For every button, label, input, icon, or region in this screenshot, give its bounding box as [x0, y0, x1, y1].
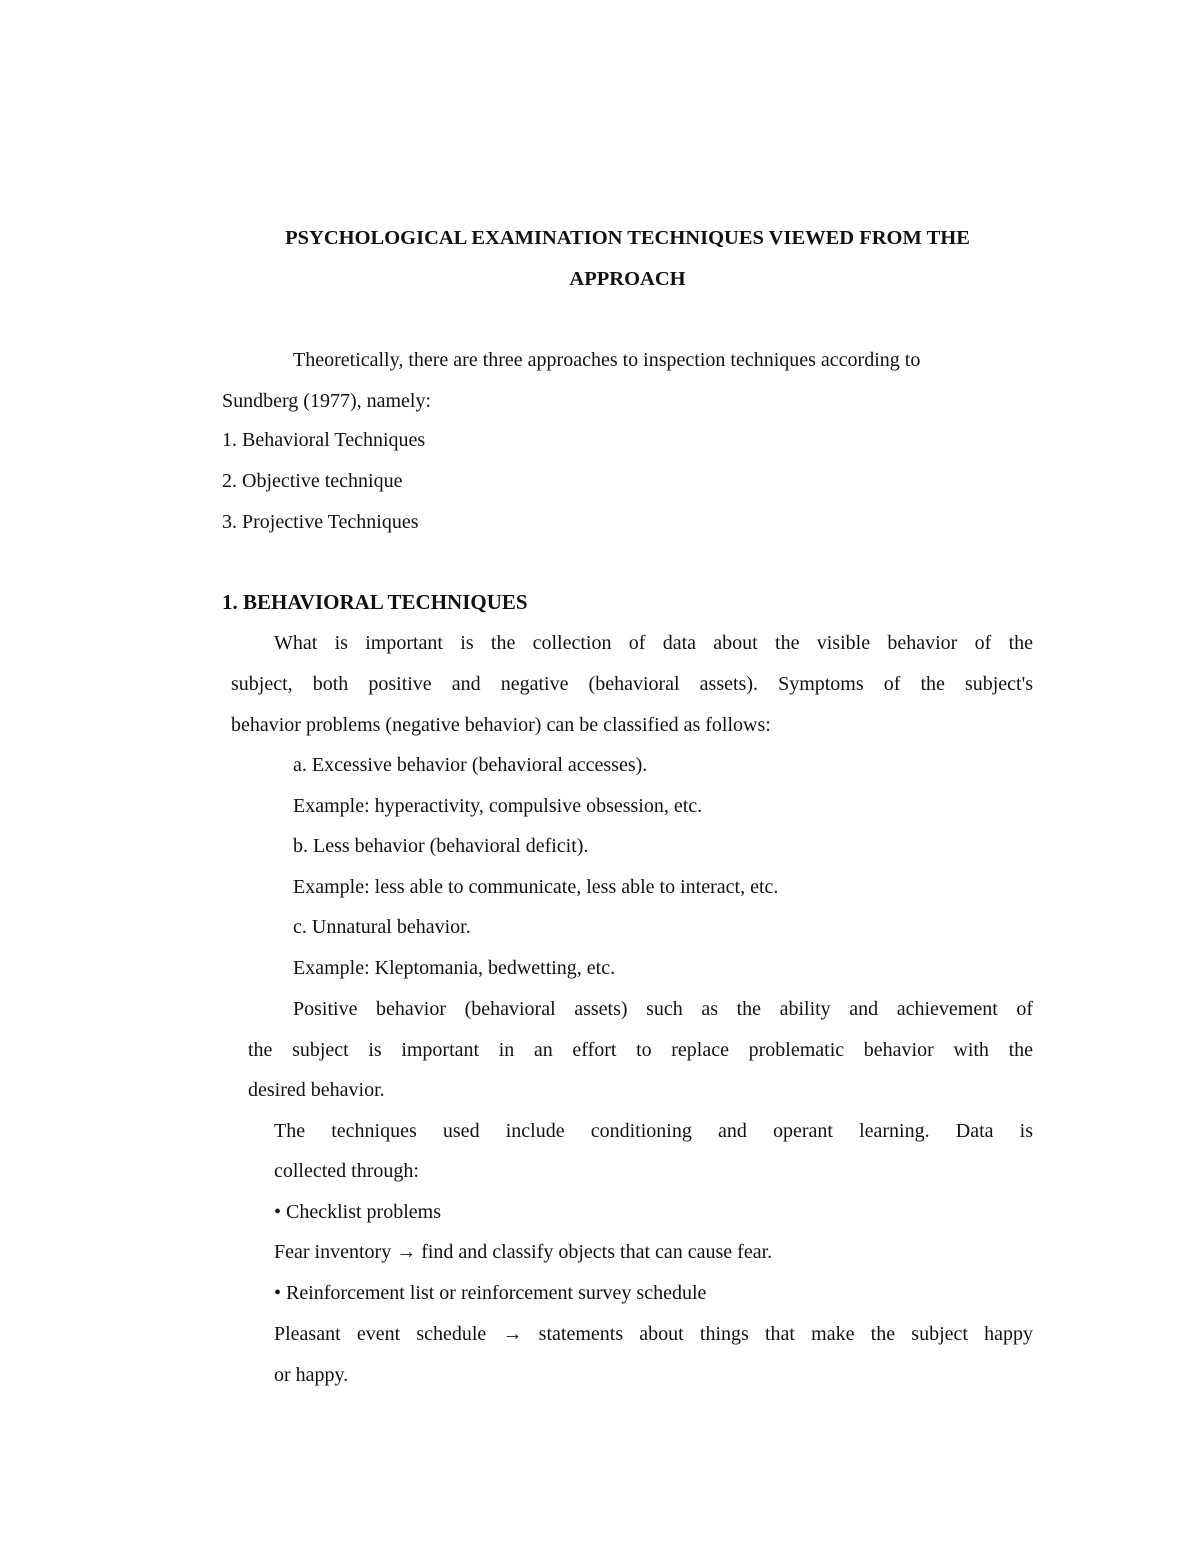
list-item-unnatural: c. Unnatural behavior.	[293, 916, 471, 938]
paragraph-2-line-2: the subject is important in an effort to replace problematic behavior with the	[248, 1039, 1033, 1061]
paragraph-2-line-3: desired behavior.	[248, 1079, 385, 1101]
pleasant-event-line-1: Pleasant event schedule → statements about things that make the subject happy	[274, 1323, 1033, 1345]
paragraph-2-line-1: Positive behavior (behavioral assets) such as the ability and achievement of	[293, 998, 1033, 1020]
intro-line-2: Sundberg (1977), namely:	[222, 390, 432, 412]
list-item-excessive: a. Excessive behavior (behavioral accesses).	[293, 754, 648, 776]
section-heading-behavioral: 1. BEHAVIORAL TECHNIQUES	[222, 590, 528, 614]
paragraph-1-line-1: What is important is the collection of data about the visible behavior of the	[274, 632, 1033, 654]
list-item-excessive-example: Example: hyperactivity, compulsive obsession, etc.	[293, 795, 703, 817]
paragraph-1-line-2: subject, both positive and negative (behavioral assets). Symptoms of the subject's	[231, 673, 1033, 695]
document-title-line-1: PSYCHOLOGICAL EXAMINATION TECHNIQUES VIEWED FROM THE	[285, 227, 970, 249]
paragraph-1-line-3: behavior problems (negative behavior) can be classified as follows:	[231, 714, 771, 736]
intro-line-1: Theoretically, there are three approaches to inspection techniques according to	[293, 349, 921, 371]
fear-inventory-line: Fear inventory → find and classify objects that can cause fear.	[274, 1241, 773, 1263]
approach-item-projective: 3. Projective Techniques	[222, 511, 419, 533]
bullet-checklist-problems: • Checklist problems	[274, 1201, 441, 1223]
pleasant-event-line-2: or happy.	[274, 1364, 349, 1386]
list-item-unnatural-example: Example: Kleptomania, bedwetting, etc.	[293, 957, 616, 979]
document-title-line-2: APPROACH	[569, 268, 686, 290]
paragraph-3-line-2: collected through:	[274, 1160, 419, 1182]
approach-item-behavioral: 1. Behavioral Techniques	[222, 429, 426, 451]
list-item-less-example: Example: less able to communicate, less able to interact, etc.	[293, 876, 779, 898]
list-item-less: b. Less behavior (behavioral deficit).	[293, 835, 589, 857]
approach-item-objective: 2. Objective technique	[222, 470, 403, 492]
paragraph-3-line-1: The techniques used include conditioning and operant learning. Data is	[274, 1120, 1033, 1142]
bullet-reinforcement-list: • Reinforcement list or reinforcement survey schedule	[274, 1282, 707, 1304]
